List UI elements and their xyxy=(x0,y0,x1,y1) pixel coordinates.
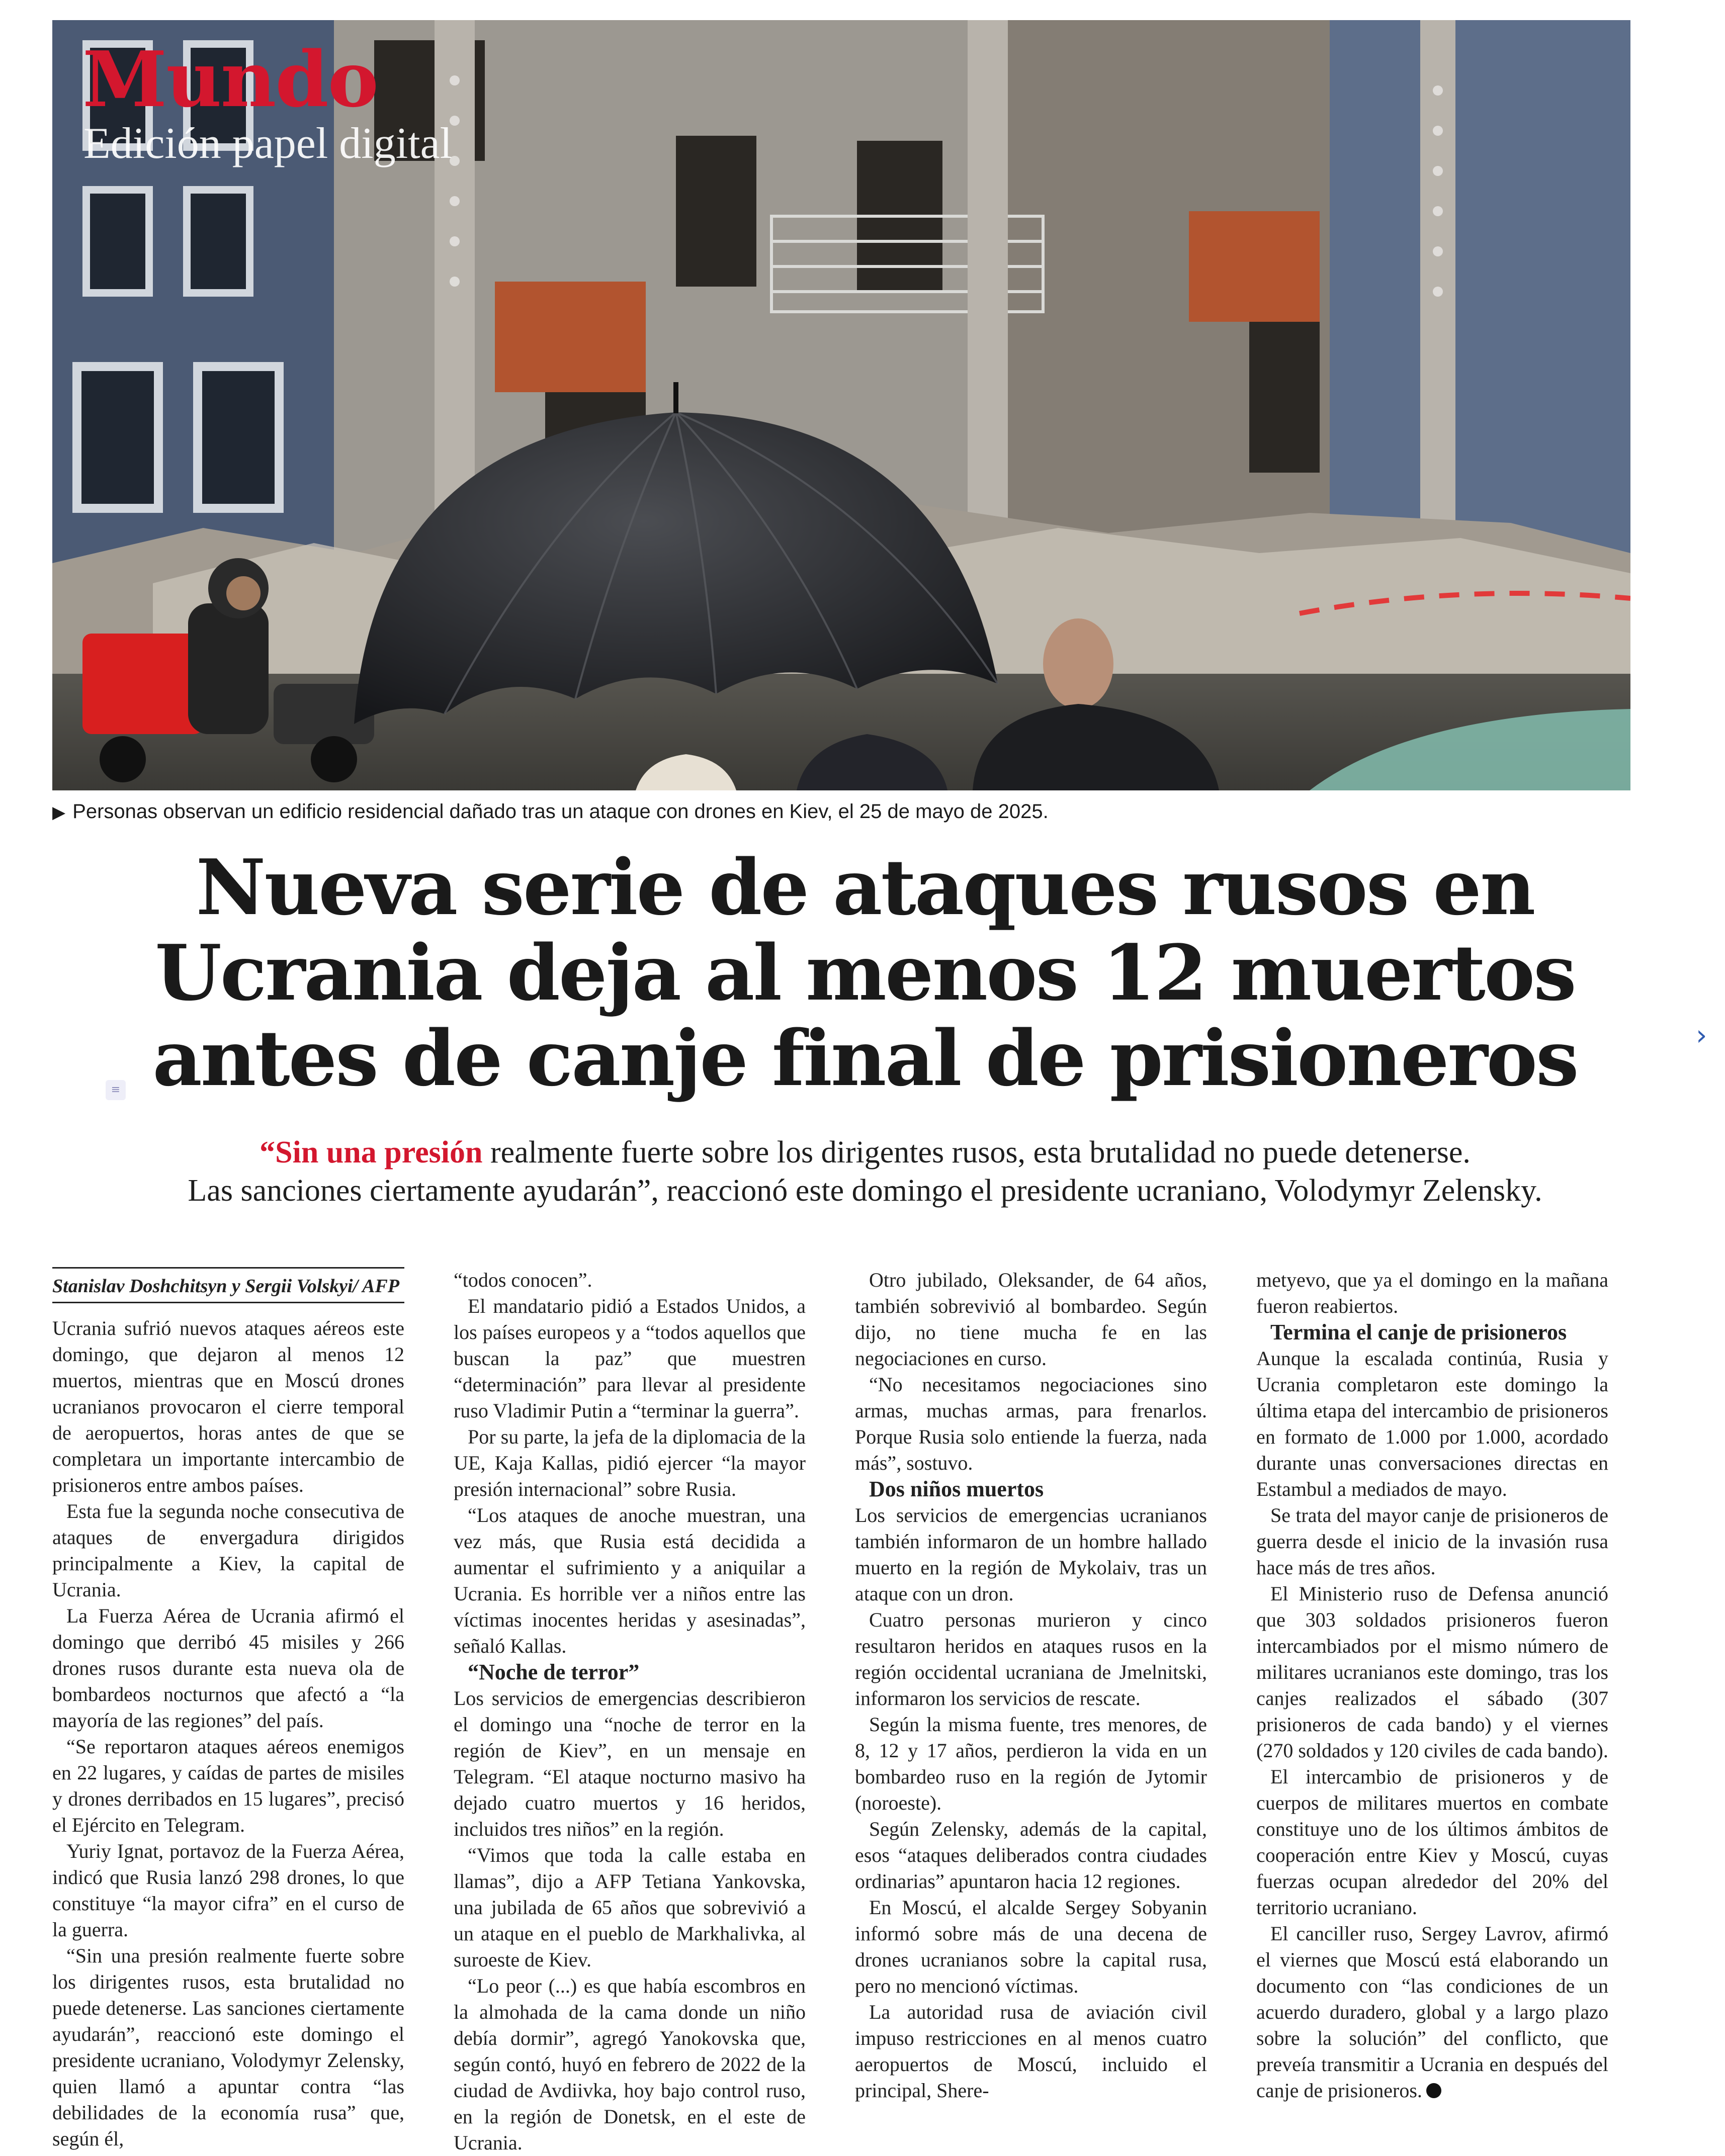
paragraph: “Lo peor (...) es que había escombros en la almohada de la cama donde un niño debía dormir”, agregó Yanokovska que, según contó, huyó en febrero de 2022 de la ciudad de Avdiivka, hoy bajo control ruso, en la región de Donetsk, en el este de Ucrania. xyxy=(454,1974,806,2154)
paragraph: metyevo, que ya el domingo en la mañana fueron reabiertos. xyxy=(1256,1269,1608,1317)
byline: Stanislav Doshchitsyn y Sergii Volskyi/ AFP xyxy=(52,1267,404,1303)
headline xyxy=(126,842,1604,1103)
hero-photo xyxy=(52,20,1630,790)
paragraph: Según Zelensky, además de la capital, esos “ataques deliberados contra ciudades ordinarias” apuntaron hacia 12 regiones. xyxy=(855,1818,1207,1893)
paragraph: Los servicios de emergencias describieron el domingo una “noche de terror en la región de Kiev”, en un mensaje en Telegram. “El ataque nocturno masivo ha dejado cuatro muertos y 16 heridos, incluidos tres niños” en la región. xyxy=(454,1687,806,1840)
paragraph: “Los ataques de anoche muestran, una vez más, que Rusia está decidida a aumentar el sufrimiento y a aniquilar a Ucrania. Es horrible ver a niños entre las víctimas inocentes heridas y asesinadas”, señaló Kallas. xyxy=(454,1504,806,1657)
photo-caption xyxy=(52,796,1049,827)
paragraph: “todos conocen”. xyxy=(454,1269,592,1291)
lead-line-1: realmente fuerte sobre los dirigentes rusos, esta brutalidad no puede detenerse. xyxy=(482,1135,1471,1170)
lead-paragraph xyxy=(101,1133,1629,1210)
paragraph: “Vimos que toda la calle estaba en llamas”, dijo a AFP Tetiana Yankovska, una jubilada de 65 años que sobrevivió a un ataque en el pueblo de Markhalivka, al suroeste de Kiev. xyxy=(454,1844,806,1971)
paragraph: Por su parte, la jefa de la diplomacia de la UE, Kaja Kallas, pidió ejercer “la mayor presión internacional” sobre Rusia. xyxy=(454,1425,806,1500)
paragraph: Los servicios de emergencias ucranianos también informaron de un hombre hallado muerto en la región de Mykolaiv, tras un ataque con un dron. xyxy=(855,1504,1207,1605)
paragraph: La Fuerza Aérea de Ucrania afirmó el domingo que derribó 45 misiles y 266 drones rusos durante esta nueva ola de bombardeos nocturnos que afectó a “la mayoría de las regiones” del país. xyxy=(52,1604,404,1732)
caption-marker-icon: ▶ xyxy=(52,803,66,822)
article-column-3 xyxy=(855,1267,1207,2104)
article-column-2 xyxy=(454,1267,806,2156)
paragraph: Cuatro personas murieron y cinco resultaron heridos en ataques rusos en la región occidental ucraniana de Jmelnitski, informaron los servicios de rescate. xyxy=(855,1608,1207,1710)
chevron-right-icon[interactable]: › xyxy=(1696,1019,1707,1052)
paragraph: El intercambio de prisioneros y de cuerpos de militares muertos en combate constituye uno de los últimos ámbitos de cooperación entre Kiev y Moscú, cuyas fuerzas ocupan alrededor del 20% del territorio ucraniano. xyxy=(1256,1765,1608,1919)
section-title: Mundo xyxy=(82,34,378,124)
article-column-1 xyxy=(52,1267,404,2152)
paragraph: El Ministerio ruso de Defensa anunció que 303 soldados prisioneros fueron intercambiados por el mismo número de militares ucranianos este domingo, tras los canjes realizados el sábado (307 prisioneros de cada bando) y el viernes (270 soldados y 120 civiles de cada bando). xyxy=(1256,1582,1608,1762)
paragraph: “No necesitamos negociaciones sino armas, muchas armas, para frenarlos. Porque Rusia solo entiende la fuerza, nada más”, sostuvo. xyxy=(855,1373,1207,1474)
paragraph: La autoridad rusa de aviación civil impuso restricciones en al menos cuatro aeropuertos de Moscú, incluido el principal, Shere- xyxy=(855,2001,1207,2102)
headline-line-2: Ucrania deja al menos 12 muertos xyxy=(155,928,1575,1018)
paragraph: Ucrania sufrió nuevos ataques aéreos este domingo, que dejaron al menos 12 muertos, mientras que en Moscú drones ucranianos provocaron el cierre temporal de aeropuertos, horas antes de que se completara un importante intercambio de prisioneros entre ambos países. xyxy=(52,1317,404,1496)
lead-accent: “Sin una presión xyxy=(260,1135,483,1170)
note-icon[interactable]: ≡ xyxy=(106,1080,126,1100)
paragraph: Esta fue la segunda noche consecutiva de ataques de envergadura dirigidos principalmente a Kiev, la capital de Ucrania. xyxy=(52,1500,404,1601)
subhead-noche-de-terror: “Noche de terror” xyxy=(468,1660,640,1684)
article-column-4 xyxy=(1256,1267,1608,2104)
subhead-termina-el-canje: Termina el canje de prisioneros xyxy=(1270,1320,1567,1344)
paragraph: “Sin una presión realmente fuerte sobre los dirigentes rusos, esta brutalidad no puede detenerse. Las sanciones ciertamente ayudarán”, reaccionó este domingo el presidente ucraniano, Volodymyr Zelensky, quien llamó a apuntar contra “las debilidades de la economía rusa” que, según él, xyxy=(52,1944,404,2150)
headline-line-3: antes de canje final de prisioneros xyxy=(152,1013,1578,1103)
paragraph: “Se reportaron ataques aéreos enemigos en 22 lugares, y caídas de partes de misiles y drones derribados en 15 lugares”, precisó el Ejército en Telegram. xyxy=(52,1735,404,1836)
edition-label: Edición papel digital xyxy=(83,119,453,168)
paragraph: Yuriy Ignat, portavoz de la Fuerza Aérea, indicó que Rusia lanzó 298 drones, lo que constituye “la mayor cifra” en el curso de la guerra. xyxy=(52,1840,404,1941)
lead-line-2: Las sanciones ciertamente ayudarán”, reaccionó este domingo el presidente ucraniano, Volodymyr Zelensky. xyxy=(188,1174,1542,1208)
paragraph: Según la misma fuente, tres menores, de 8, 12 y 17 años, perdieron la vida en un bombardeo ruso en la región de Jytomir (noroeste). xyxy=(855,1713,1207,1814)
final-paragraph xyxy=(1256,1921,1608,2104)
paragraph-text: El canciller ruso, Sergey Lavrov, afirmó el viernes que Moscú está elaborando un documento con “las condiciones de un acuerdo duradero, global y a largo plazo sobre la solución” del conflicto, que preveía transmitir a Ucrania en después del canje de prisioneros. xyxy=(1256,1922,1608,2102)
headline-line-1: Nueva serie de ataques rusos en xyxy=(196,842,1534,932)
paragraph: Se trata del mayor canje de prisioneros de guerra desde el inicio de la invasión rusa hace más de tres años. xyxy=(1256,1504,1608,1579)
paragraph: Aunque la escalada continúa, Rusia y Ucrania completaron este domingo la última etapa del intercambio de prisioneros en formato de 1.000 por 1.000, acordado durante unas conversaciones directas en Estambul a mediados de mayo. xyxy=(1256,1347,1608,1500)
paragraph: En Moscú, el alcalde Sergey Sobyanin informó sobre más de una decena de drones ucranianos sobre la capital rusa, pero no mencionó víctimas. xyxy=(855,1896,1207,1997)
caption-text: Personas observan un edificio residencial dañado tras un ataque con drones en Kiev, el 25 de mayo de 2025. xyxy=(72,800,1049,823)
subhead-dos-ninos-muertos: Dos niños muertos xyxy=(869,1477,1044,1501)
paragraph: El mandatario pidió a Estados Unidos, a los países europeos y a “todos aquellos que buscan la paz” que muestren “determinación” para llevar al presidente ruso Vladimir Putin a “terminar la guerra”. xyxy=(454,1295,806,1422)
end-mark-icon xyxy=(1426,2083,1441,2098)
paragraph: Otro jubilado, Oleksander, de 64 años, también sobrevivió al bombardeo. Según dijo, no tiene mucha fe en las negociaciones en curso. xyxy=(855,1269,1207,1370)
